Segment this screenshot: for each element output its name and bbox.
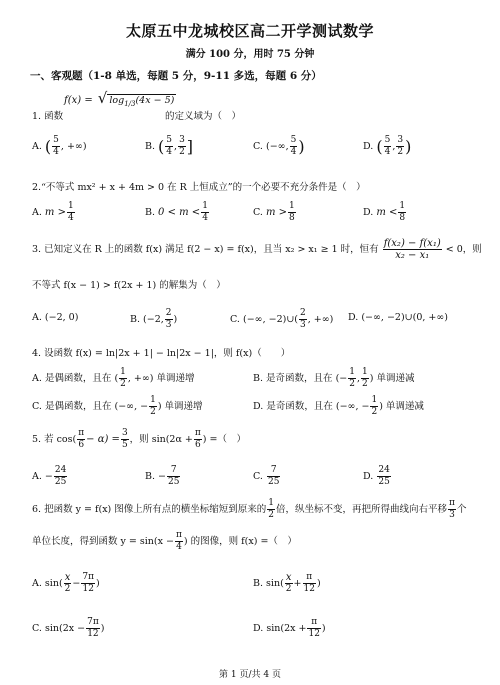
question-2-option-d[interactable]: D. m < $\frac{1}{8}$ — [363, 201, 406, 223]
question-6-stem-line2: 单位长度，得到函数 y = sin(x − $\frac{\pi}{4}$ ) 的图像，则 f(x) =（ ） — [32, 530, 297, 552]
question-1-option-b[interactable]: B. ( $\frac{5}{4}$ , $\frac{3}{2}$ ] — [145, 135, 194, 157]
question-2-option-c[interactable]: C. m > $\frac{1}{8}$ — [253, 201, 295, 223]
question-1-stem-tail: 的定义域为（ ） — [165, 111, 242, 122]
question-1-number: 1. 函数 — [32, 111, 64, 122]
question-3-option-d[interactable]: D. (−∞, −2)∪(0, +∞) — [348, 312, 449, 323]
question-5-stem: 5. 若 cos( $\frac{\pi}{6}$ − α) = $\frac{3}{5}$ ，则 sin(2α + $\frac{\pi}{6}$ ) =（ ） — [32, 428, 246, 450]
question-1-option-a[interactable]: A. ( $\frac{5}{4}$ , +∞) — [32, 135, 87, 157]
question-6-option-a[interactable]: A. sin( $\frac{x}{2}$ − $\frac{7\pi}{12}$ ) — [32, 572, 100, 594]
question-4-option-d[interactable]: D. 是奇函数，且在 (−∞, − $\frac{1}{2}$ ) 单调递减 — [253, 395, 424, 417]
question-1-option-c[interactable]: C. (−∞, $\frac{5}{4}$ ) — [253, 135, 305, 157]
question-5-option-a[interactable]: A. − $\frac{24}{25}$ — [32, 465, 67, 487]
question-4-stem: 4. 设函数 f(x) = ln|2x + 1| − ln|2x − 1|，则 f(x)（ ） — [32, 348, 291, 359]
question-5-option-c[interactable]: C. $\frac{7}{25}$ — [253, 465, 280, 487]
question-6-option-b[interactable]: B. sin( $\frac{x}{2}$ + $\frac{\pi}{12}$ ) — [253, 572, 321, 594]
page-title: 太原五中龙城校区高二开学测试数学 — [125, 22, 374, 40]
page-footer: 第 1 页/共 4 页 — [219, 670, 281, 680]
question-3-option-a[interactable]: A. (−2, 0) — [32, 312, 79, 323]
question-1-option-d[interactable]: D. ( $\frac{5}{4}$ , $\frac{3}{2}$ ) — [363, 135, 412, 157]
question-3-option-c[interactable]: C. (−∞, −2)∪( $\frac{2}{3}$ , +∞) — [230, 308, 334, 330]
question-4-option-b[interactable]: B. 是奇函数，且在 (− $\frac{1}{2}$ , $\frac{1}{2}$ ) 单调递减 — [253, 367, 415, 389]
question-3-stem-line2: 不等式 f(x − 1) > f(2x + 1) 的解集为（ ） — [32, 280, 226, 291]
question-4-option-a[interactable]: A. 是偶函数，且在 ( $\frac{1}{2}$ , +∞) 单调递增 — [32, 367, 195, 389]
question-6-option-d[interactable]: D. sin(2x + $\frac{\pi}{12}$ ) — [253, 617, 326, 639]
question-3-option-b[interactable]: B. (−2, $\frac{2}{3}$ ) — [130, 308, 178, 330]
question-2-stem: 2.“不等式 mx² + x + 4m > 0 在 R 上恒成立”的一个必要不充分条件是（ ） — [32, 182, 366, 193]
question-6-option-c[interactable]: C. sin(2x − $\frac{7\pi}{12}$ ) — [32, 617, 105, 639]
section-heading: 一、客观题（1-8 单选，每题 5 分，9-11 多选，每题 6 分） — [30, 70, 322, 82]
question-6-stem-line1: 6. 把函数 y = f(x) 图像上所有点的横坐标缩短到原来的 $\frac{1}{2}$ 倍，纵坐标不变，再把所得曲线向右平移 $\frac{\pi}{3}$ 个 — [32, 498, 467, 520]
question-1-formula: f(x) = √ $\log_{1/3}(4x - 5)$ — [64, 89, 175, 108]
question-3-stem-line1: 3. 已知定义在 R 上的函数 f(x) 满足 f(2 − x) = f(x)，且当 x₂ > x₁ ≥ 1 时，恒有 $\frac{\text{f(x₂) − f(x₁)}}{\text{x₂ − x₁}}$ < 0，则 — [32, 238, 482, 261]
question-5-option-b[interactable]: B. − $\frac{7}{25}$ — [145, 465, 180, 487]
question-5-option-d[interactable]: D. $\frac{24}{25}$ — [363, 465, 390, 487]
question-4-option-c[interactable]: C. 是偶函数，且在 (−∞, − $\frac{1}{2}$ ) 单调递增 — [32, 395, 203, 417]
page-subtitle: 满分 100 分，用时 75 分钟 — [185, 49, 315, 60]
question-2-option-b[interactable]: B. 0 < m < $\frac{1}{4}$ — [145, 201, 208, 223]
question-2-option-a[interactable]: A. m > $\frac{1}{4}$ — [32, 201, 74, 223]
